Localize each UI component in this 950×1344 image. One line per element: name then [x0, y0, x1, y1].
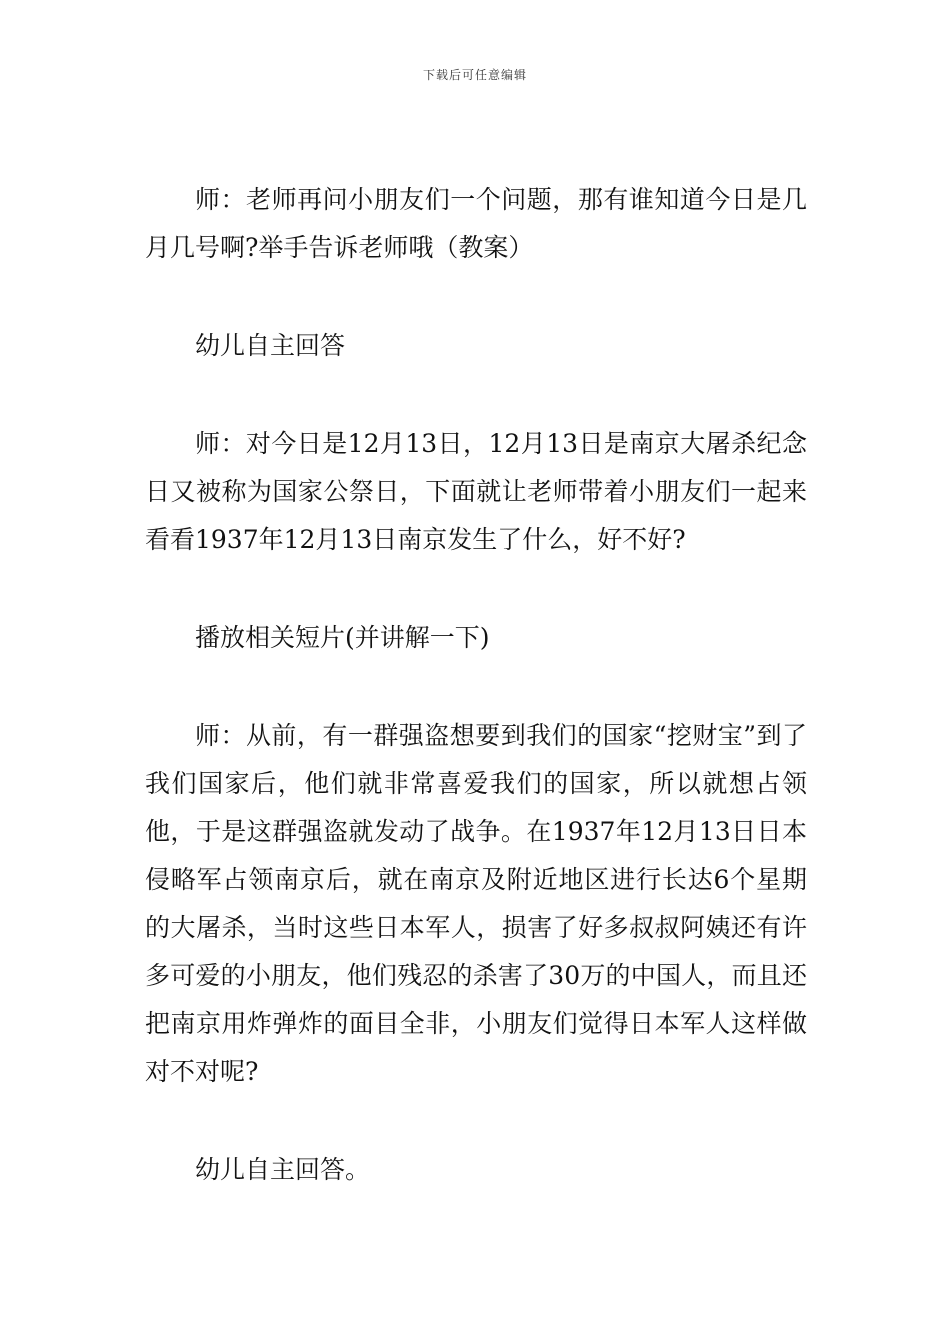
page-header-note: 下载后可任意编辑 [422, 68, 527, 82]
document-body [145, 176, 807, 1194]
paragraph-play-video: 播放相关短片(并讲解一下) [195, 623, 490, 652]
paragraph-child-answer: 幼儿自主回答 [195, 331, 346, 360]
paragraph-teacher-question: 师：老师再问小朋友们一个问题，那有谁知道今日是几月几号啊?举手告诉老师哦（教案） [145, 185, 807, 262]
paragraph-teacher-story: 师：从前，有一群强盗想要到我们的国家“挖财宝”到了我们国家后，他们就非常喜爱我们的国家，所以就想占领他，于是这群强盗就发动了战争。在1937年12月13日日本侵略军占领南京后，就在南京及附近地区进行长达6个星期的大屠杀，当时这些日本军人，损害了好多叔叔阿姨还有许多可爱的小朋友，他们残忍的杀害了30万的中国人，而且还把南京用炸弹炸的面目全非，小朋友们觉得日本军人这样做对不对呢? [145, 721, 807, 1086]
paragraph-child-answer-final: 幼儿自主回答。 [195, 1155, 371, 1184]
paragraph-teacher-date: 师：对今日是12月13日，12月13日是南京大屠杀纪念日又被称为国家公祭日，下面就让老师带着小朋友们一起来看看1937年12月13日南京发生了什么，好不好? [145, 429, 807, 554]
